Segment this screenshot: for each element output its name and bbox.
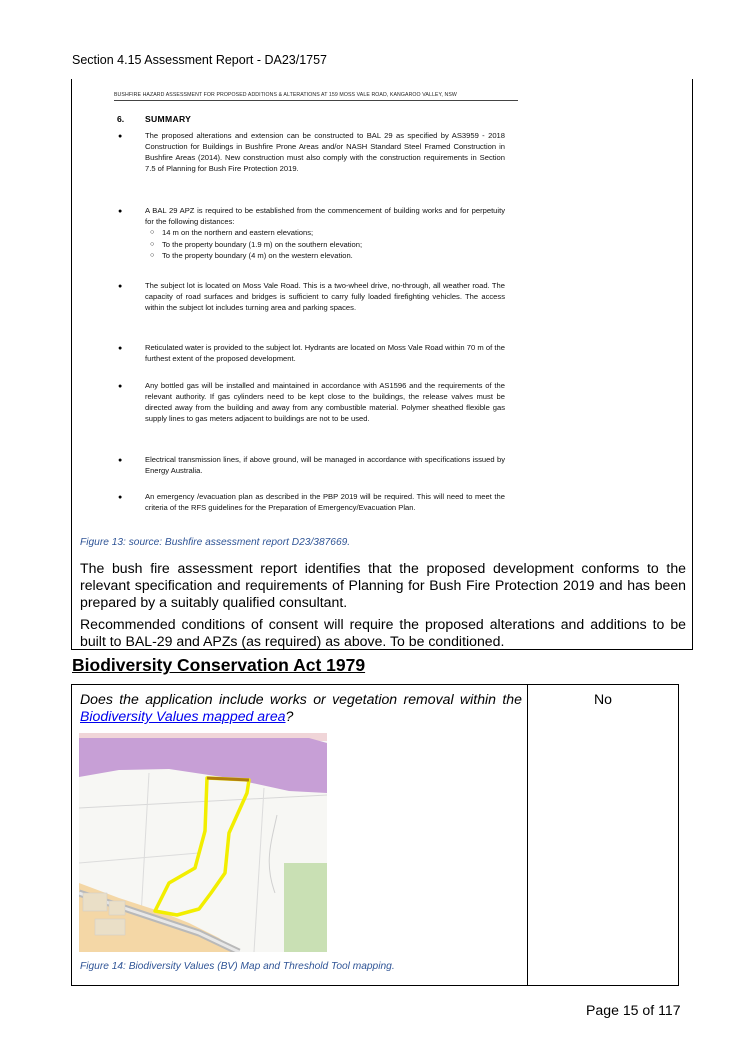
bullet-icon: ● — [118, 283, 123, 290]
building-footprint — [95, 919, 125, 935]
question-prefix: Does the application include works or vegetation removal within the — [80, 691, 522, 707]
summary-bullet: An emergency /evacuation plan as described in the PBP 2019 will be required. This will need to meet the criteria of the RFS guidelines for the Preparation of Emergency/Evacuation Plan. — [145, 492, 505, 512]
summary-bullet: Reticulated water is provided to the subject lot. Hydrants are located on Moss Vale Road within 70 m of the furthest extent of the proposed development. — [145, 343, 505, 363]
bushfire-report-excerpt — [78, 88, 530, 531]
summary-bullet: A BAL 29 APZ is required to be established from the commencement of building works and for perpetuity for the following distances: — [145, 206, 505, 226]
question-suffix: ? — [285, 708, 294, 724]
summary-bullet: Electrical transmission lines, if above ground, will be managed in accordance with specifications issued by Energy Australia. — [145, 455, 505, 475]
bullet-icon: ● — [118, 208, 123, 215]
conditions-paragraph: Recommended conditions of consent will require the proposed alterations and additions to be built to BAL-29 and APZs (as required) as above. To be conditioned. — [80, 616, 686, 649]
summary-bullet: Any bottled gas will be installed and maintained in accordance with AS1596 and the requirements of the relevant authority. If gas cylinders need to be kept close to the buildings, the release valves must be directed away from the building and away from any combustible material. Polymer sheathed flexible gas supply lines to gas meters adjacent to buildings are not to be used. — [145, 381, 505, 423]
bullet-icon: ● — [118, 457, 123, 464]
lot-boundary-north — [207, 778, 249, 780]
sub-bullet-icon: ○ — [150, 229, 155, 236]
summary-sub-bullet: To the property boundary (1.9 m) on the southern elevation; — [162, 240, 363, 249]
building-footprint — [109, 901, 125, 915]
summary-bullet: The subject lot is located on Moss Vale Road. This is a two-wheel drive, no-through, all weather road. The capacity of road surfaces and bridges is sufficient to carry fully loaded firefighting vehicles. The access within the subject lot includes turning area and parking spaces. — [145, 281, 505, 312]
table-column-divider — [527, 684, 528, 986]
biodiversity-question — [80, 691, 522, 725]
building-footprint — [83, 893, 107, 911]
summary-sub-bullet: 14 m on the northern and eastern elevations; — [162, 228, 314, 237]
summary-bullet: The proposed alterations and extension can be constructed to BAL 29 as specified by AS3959 - 2018 Construction for Buildings in Bushfire Prone Areas and/or NASH Standard Steel Framed Construction in Bushfire Areas (2014). New construction must also comply with the construction requirements in Section 7.5 of Planning for Bush Fire Protection 2019. — [145, 131, 505, 173]
report-header: Section 4.15 Assessment Report - DA23/1757 — [72, 53, 328, 67]
figure-13-caption: Figure 13: source: Bushfire assessment report D23/387669. — [80, 537, 351, 548]
bullet-icon: ● — [118, 345, 123, 352]
biodiversity-values-map — [79, 733, 327, 952]
biodiversity-heading: Biodiversity Conservation Act 1979 — [72, 655, 366, 675]
summary-title: SUMMARY — [145, 114, 192, 124]
bullet-icon: ● — [118, 133, 123, 140]
figure-14-caption: Figure 14: Biodiversity Values (BV) Map and Threshold Tool mapping. — [80, 961, 395, 972]
summary-sub-bullet: To the property boundary (4 m) on the western elevation. — [162, 251, 353, 260]
bullet-icon: ● — [118, 494, 123, 501]
assessment-paragraph: The bush fire assessment report identifies that the proposed development conforms to the relevant specification and requirements of Planning for Bush Fire Protection 2019 and has been prepared by a suitably qualified consultant. — [80, 560, 686, 610]
summary-number: 6. — [117, 114, 125, 124]
sub-bullet-icon: ○ — [150, 252, 155, 259]
sub-bullet-icon: ○ — [150, 241, 155, 248]
page-number: Page 15 of 117 — [586, 1002, 681, 1018]
bullet-icon: ● — [118, 383, 123, 390]
green-reserve-area — [284, 863, 327, 952]
excerpt-rule — [114, 100, 518, 101]
biodiversity-values-link[interactable]: Biodiversity Values mapped area — [80, 708, 286, 724]
excerpt-header: BUSHFIRE HAZARD ASSESSMENT FOR PROPOSED ADDITIONS & ALTERATIONS AT 159 MOSS VALE ROAD, KANGAROO VALLEY, NSW — [114, 92, 457, 98]
biodiversity-answer: No — [594, 691, 613, 707]
